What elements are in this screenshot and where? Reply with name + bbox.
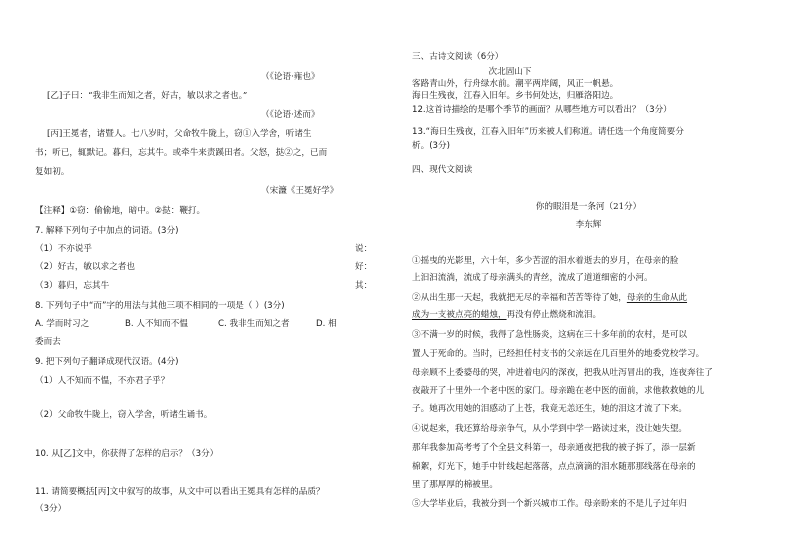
question-7: 7. 解释下列句子中加点的词语。(3分) bbox=[35, 226, 179, 236]
text-bing-line2: 书；听已，辄默记。暮归，忘其牛。或牵牛来责蹊田者。父怒，挞②之，已而 bbox=[35, 148, 328, 158]
section-4-heading: 四、现代文阅读 bbox=[412, 165, 473, 175]
question-8-option-b: B. 人不知而不愠 bbox=[125, 319, 188, 329]
article-author: 李东辉 bbox=[575, 220, 602, 230]
source-wangmian: （宋濂《王冕好学》 bbox=[261, 186, 339, 196]
paragraph-4-line-4: 里了那厚厚的棉被里。 bbox=[412, 480, 498, 490]
question-13-cont: 析。(3分) bbox=[412, 141, 450, 151]
paragraph-3-line-2: 置人于死命的。当时，已经担任村支书的父亲远在几百里外的地委党校学习。 bbox=[412, 349, 705, 359]
paragraph-2-line-1 bbox=[412, 292, 687, 304]
paragraph-2-line-2 bbox=[412, 309, 601, 321]
paragraph-1-line-1: ①摇曳的光影里，六十年，多少苦涩的泪水着逝去的岁月，在母亲的脸 bbox=[412, 256, 679, 266]
question-8-option-c: C. 我非生而知之者 bbox=[218, 319, 290, 329]
question-7-answer-3: 其： bbox=[355, 281, 373, 291]
paragraph-4-line-2: 那年我参加高考考了个全县文科第一，母亲通夜把我的被子拆了，添一层新 bbox=[412, 443, 696, 453]
paragraph-2-underlined-1: 母亲的生命从此 bbox=[626, 293, 688, 303]
paragraph-4-line-1: ④说起来，我还算给母亲争气，从小学到中学一路读过来，没让她失望。 bbox=[412, 424, 688, 434]
question-9-item-2: （2）父命牧牛陇上，窃入学舍，听诸生诵书。 bbox=[35, 410, 213, 420]
question-11: 11. 请简要概括[丙]文中叙写的故事，从文中可以看出王冕具有怎样的品质？ bbox=[35, 487, 325, 497]
question-11-cont: （3分） bbox=[35, 504, 67, 514]
question-9-item-1: （1）人不知而不愠，不亦君子乎？ bbox=[35, 376, 170, 386]
question-9: 9. 把下列句子翻译成现代汉语。(4分) bbox=[35, 357, 179, 367]
source-lunyu-yongye: （《论语·雍也》 bbox=[261, 72, 320, 82]
question-8-option-d: D. 相 bbox=[316, 319, 337, 329]
paragraph-1-line-2: 上汩汩流淌，流成了母亲满头的青丝，流成了道道细密的小河。 bbox=[412, 273, 653, 283]
question-7-item-1: （1）不亦说乎 bbox=[35, 244, 93, 254]
paragraph-2-underlined-2: 成为一支被点亮的蜡烛， bbox=[412, 310, 507, 320]
text-bing-line1: [丙]王冕者，诸暨人。七八岁时，父命牧牛陇上，窃①入学舍，听诸生 bbox=[47, 129, 312, 139]
paragraph-3-line-4: 夜敲开了十里外一个老中医的家门。母亲跪在老中医的面前，求他救救她的儿 bbox=[412, 386, 705, 396]
poem-line-1: 客路青山外，行舟绿水前。潮平两岸阔，风正一帆悬。 bbox=[412, 79, 619, 89]
paragraph-3-line-3: 母亲顾不上委婆母的哭，冲进着电闪的深夜，把我从吐泻冒出的我，连夜奔往了 bbox=[412, 368, 713, 378]
question-7-answer-2: 好： bbox=[355, 262, 373, 272]
source-lunyu-shuer: （《论语·述而》 bbox=[261, 110, 320, 120]
paragraph-2-line-2-text: 再没有停止燃烧和流泪。 bbox=[506, 310, 602, 320]
text-yi: [乙]子曰：“我非生而知之者，好古，敏以求之者也。” bbox=[47, 91, 248, 101]
question-7-item-3: （3）暮归，忘其牛 bbox=[35, 281, 110, 291]
question-8: 8. 下列句子中“而”字的用法与其他三项不相同的一项是（ ）(3分) bbox=[35, 301, 285, 311]
poem-line-2: 海日生残夜，江春入旧年。乡书何处达，归雁洛阳边。 bbox=[412, 91, 619, 101]
article-title: 你的眼泪是一条河（21分） bbox=[535, 202, 642, 212]
question-10: 10. 从[乙]文中，你获得了怎样的启示？（3分） bbox=[35, 449, 219, 459]
paragraph-3-line-1: ③不满一岁的时候，我得了急性肠炎，这病在三十多年前的农村，是可以 bbox=[412, 330, 688, 340]
paragraph-4-line-3: 棉絮，灯光下，她手中针线起起落落，点点滴滴的泪水随那那线落在母亲的 bbox=[412, 462, 696, 472]
paragraph-2-line-1-text: ②从出生那一天起，我就把无尽的幸福和苦苦等待了她， bbox=[412, 293, 627, 303]
question-7-answer-1: 说： bbox=[355, 244, 373, 254]
question-8-option-a: A. 学而时习之 bbox=[35, 319, 90, 329]
question-7-item-2: （2）好古，敏以求之者也 bbox=[35, 262, 135, 272]
text-bing-line3: 复如初。 bbox=[35, 167, 70, 177]
question-8-option-d-cont: 委而去 bbox=[35, 337, 61, 347]
section-3-heading: 三、古诗文阅读（6分） bbox=[412, 52, 504, 62]
paragraph-5-line-1: ⑤大学毕业后，我被分到一个新兴城市工作。母亲盼来的不是儿子过年归 bbox=[412, 499, 688, 509]
annotation-note: 【注释】①窃：偷偷地，暗中。②挞：鞭打。 bbox=[35, 206, 206, 216]
question-12: 12.这首诗描绘的是哪个季节的画面？从哪些地方可以看出？（3分） bbox=[412, 105, 672, 115]
question-13: 13.“海日生残夜，江春入旧年”历来被人们称道。请任选一个角度简要分 bbox=[412, 127, 684, 137]
poem-title: 次北固山下 bbox=[488, 67, 532, 77]
paragraph-3-line-5: 子。她再次用她的泪感动了上苍，我竟无恙还生，她的泪这才流了下来。 bbox=[412, 404, 688, 414]
